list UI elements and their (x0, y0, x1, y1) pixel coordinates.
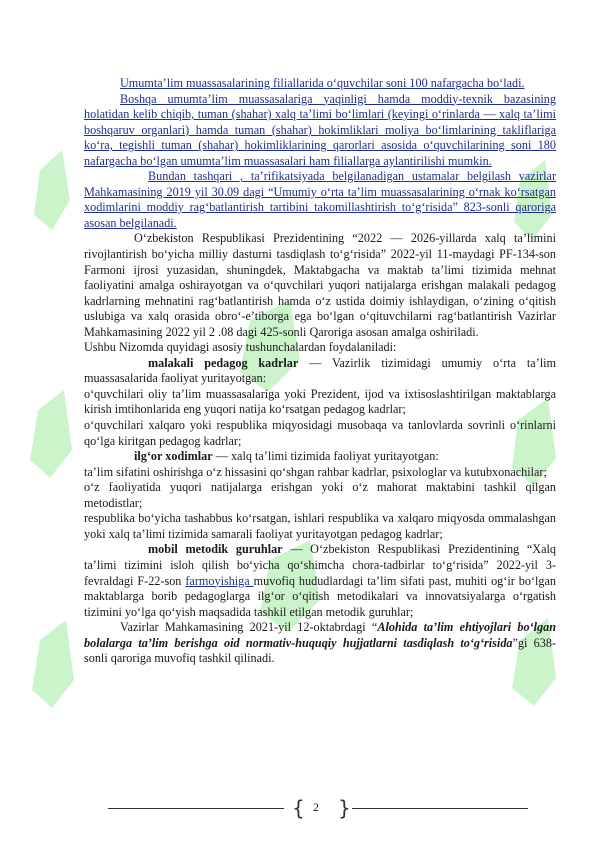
term-qualified-teachers-definition: — Vazirlik tizimidagi umumiy o‘rta ta’lim muassasalarida faoliyat yuritayotgan: (84, 355, 556, 386)
watermark-shape-5 (32, 620, 74, 708)
watermark-shape-1 (34, 150, 70, 230)
term-mobile-method-groups-title: mobil metodik guruhlar (148, 542, 283, 557)
footer-bracket-left-icon: { (292, 796, 305, 820)
special-needs-resolution-suffix: ”gi 638- sonli qaroriga muvofiq tashkil qilinadi. (84, 635, 557, 666)
list-item: o‘quvchilari oliy ta’lim muassasalariga yoki Prezident, ijod va ixtisoslashtirilgan maktablarga kirish imtihonlarida eng yuqori natija ko‘rsatgan pedagog kadrlar; (84, 386, 556, 417)
list-item: ta’lim sifatini oshirishga o‘z hissasini qo‘shgan rahbar kadrlar, psixologlar va kutubxonachilar; (84, 464, 547, 479)
term-advanced-employees-title: ilg‘or xodimlar (134, 449, 213, 464)
page-footer (108, 796, 528, 820)
list-item: respublika bo‘yicha tashabbus ko‘rsatgan, ishlari respublika va xalqaro miqyosda ommalashgan yoki xalq ta’limi tizimida samarali faoliyat yuritayotgan pedagog kadrlar; (84, 511, 556, 541)
term-mobile-method-groups-definition-b: muvofiq hududlardagi ta’lim sifati past, muhiti og‘ir bo‘lgan maktablarga borib pedagoglarga ilg‘or o‘qitish metodikalari va innovatsiyalarga o‘rgatish tizimini yo‘lga qo‘yish maqsadida tashkil etilgan metodik guruhlar; (84, 573, 556, 619)
decree-link[interactable]: farmoyishiga (185, 573, 254, 588)
term-qualified-teachers-title: malakali pedagog kadrlar (148, 355, 299, 370)
term-mobile-method-groups (84, 542, 556, 620)
term-mobile-method-groups-definition-a: — O‘zbekiston Respublikasi Prezidentining “Xalq ta’limi tizimini isloh qilish bo‘yicha qo‘shimcha chora-tadbirlar to‘g‘risida” 2022-yil 3-fevraldagi F-22-son (84, 542, 556, 588)
watermark-shape-3 (30, 390, 72, 478)
paragraph-special-needs-resolution (84, 620, 556, 667)
paragraph-branches-conversion: Boshqa umumta’lim muassasalariga yaqinligi hamda moddiy-texnik bazasining holatidan kelib chiqib, tuman (shahar) xalq ta’limi bo‘limlari (keyingi o‘rinlarda — xalq ta’limi boshqaruv organlari) hamda tuman (shahar) hokimliklari moliya bo‘limlarining takliflariga ko‘ra, tegishli tuman (shahar) hokimliklarining qarorlari asosida o‘quvchilarining soni 180 nafargacha bo‘lgan umumta’lim muassasalari ham filiallarga aylantirilishi mumkin. (84, 91, 556, 168)
list-item: o‘quvchilari xalqaro yoki respublika miqyosidagi musobaqa va tanlovlarda sovrinli o‘rinlarni qo‘lga kiritgan pedagog kadrlar; (84, 418, 556, 448)
document-body (84, 76, 556, 667)
paragraph-branches-limit: Umumta’lim muassasalarining filiallarida o‘quvchilar soni 100 nafargacha bo‘ladi. (120, 76, 525, 90)
list-item: o‘z faoliyatida yuqori natijalarga erishgan yoki o‘z mahorat maktabini tashkil qilgan metodistlar; (84, 480, 556, 510)
paragraph-tariff-bonuses: Bundan tashqari , ta’rifikatsiyada belgilanadigan ustamalar belgilash vazirlar Mahkamasining 2019 yil 30.09 dagi “Umumiy o‘rta ta’lim muassasalarining o‘rnak ko‘rsatgan xodimlarini moddiy rag‘batlantirish tartibini takomillashtirish to‘g‘risida” 823-sonli qaroriga asosan belgilanadi. (84, 169, 556, 230)
footer-line-left (108, 808, 284, 809)
paragraph-basic-concepts: Ushbu Nizomda quyidagi asosiy tushunchalardan foydalaniladi: (84, 340, 397, 355)
footer-line-right (352, 808, 528, 809)
term-advanced-employees (84, 449, 556, 465)
page-number: 2 (313, 800, 319, 814)
special-needs-resolution-title: Alohida ta’lim ehtiyojlari bo‘lgan bolalarga ta’lim berishga oid normativ-huquqiy hujjatlarni tasdiqlash to‘g‘risida (84, 620, 556, 650)
special-needs-resolution-prefix: Vazirlar Mahkamasining 2021-yil 12-oktabrdagi “ (120, 620, 378, 635)
footer-bracket-right-icon: } (338, 796, 351, 820)
term-advanced-employees-definition: — xalq ta’limi tizimida faoliyat yuritayotgan: (212, 449, 439, 464)
paragraph-presidential-decree: O‘zbekiston Respublikasi Prezidentining “2022 — 2026-yillarda xalq ta’limini rivojlantirish bo‘yicha milliy dasturni tasdiqlash to‘g‘risida” 2022-yil 11-maydagi PF-134-son Farmoni ijrosi yuzasidan, shuningdek, Maktabgacha va maktab ta’limi tizimida mehnat faoliyatini amalga oshirayotgan va o‘quvchilari yuqori natijalarga erishgan malakali pedagog kadrlarning mehnatini rag‘batlantirish hamda o‘z ustida doimiy ishlaydigan, o‘zining o‘qitish uslubiga va xalq orasida obro‘-e’tiborga ega bo‘lgan o‘qituvchilarni rag‘batlantirish Vazirlar Mahkamasining 2022 yil 2 .08 dagi 425-sonli Qaroriga asosan amalga oshiriladi. (84, 231, 556, 339)
term-qualified-teachers (84, 356, 556, 387)
